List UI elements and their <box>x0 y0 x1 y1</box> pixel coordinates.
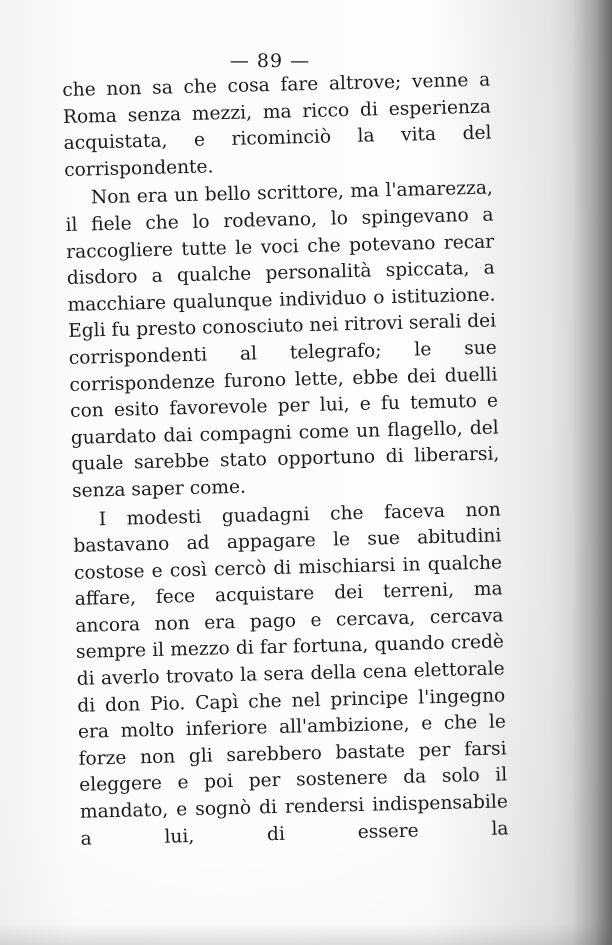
page-edge-shadow <box>572 0 612 945</box>
paragraph-3: I modesti guadagni che faceva non bastavano ad appagare le sue abitudini costose e così cercò di mischiarsi in qualche affare, fece acquistare dei terreni, ma ancora non era pago e cercava, cercava sempre il mezzo di far fortuna, quando credè di averlo trovato la sera della cena elettorale di don Pio. Capì che nel principe l'ingegno era molto inferiore all'ambizione, e che le forze non gli sarebbero bastate per farsi eleggere e poi per sostenere da solo il mandato, e sognò di rendersi indispensabile a lui, di essere la <box>73 498 509 850</box>
paragraph-1: che non sa che cosa fare altrove; venne a Roma senza mezzi, ma ricco di esperienza acquistata, e ricominciò la vita del corrispondente. <box>62 69 492 181</box>
page-bottom-shadow <box>0 923 612 945</box>
paragraph-2: Non era un bello scrittore, ma l'amarezza, il fiele che lo rodevano, lo spingevano a raccogliere tutte le voci che potevano recar disdoro a qualche personalità spiccata, a macchiare qualunque individuo o istituzione. Egli fu presto conosciuto nei ritrovi serali dei corrispondenti al telegrafo; le sue corrispondenze furono lette, ebbe dei duelli con esito favorevole per lui, e fu temuto e guardato dai compagni come un flagello, del quale sarebbe stato opportuno di liberarsi, senza saper come. <box>65 177 500 502</box>
page-number: — 89 — <box>229 50 311 72</box>
body-text <box>62 68 509 853</box>
